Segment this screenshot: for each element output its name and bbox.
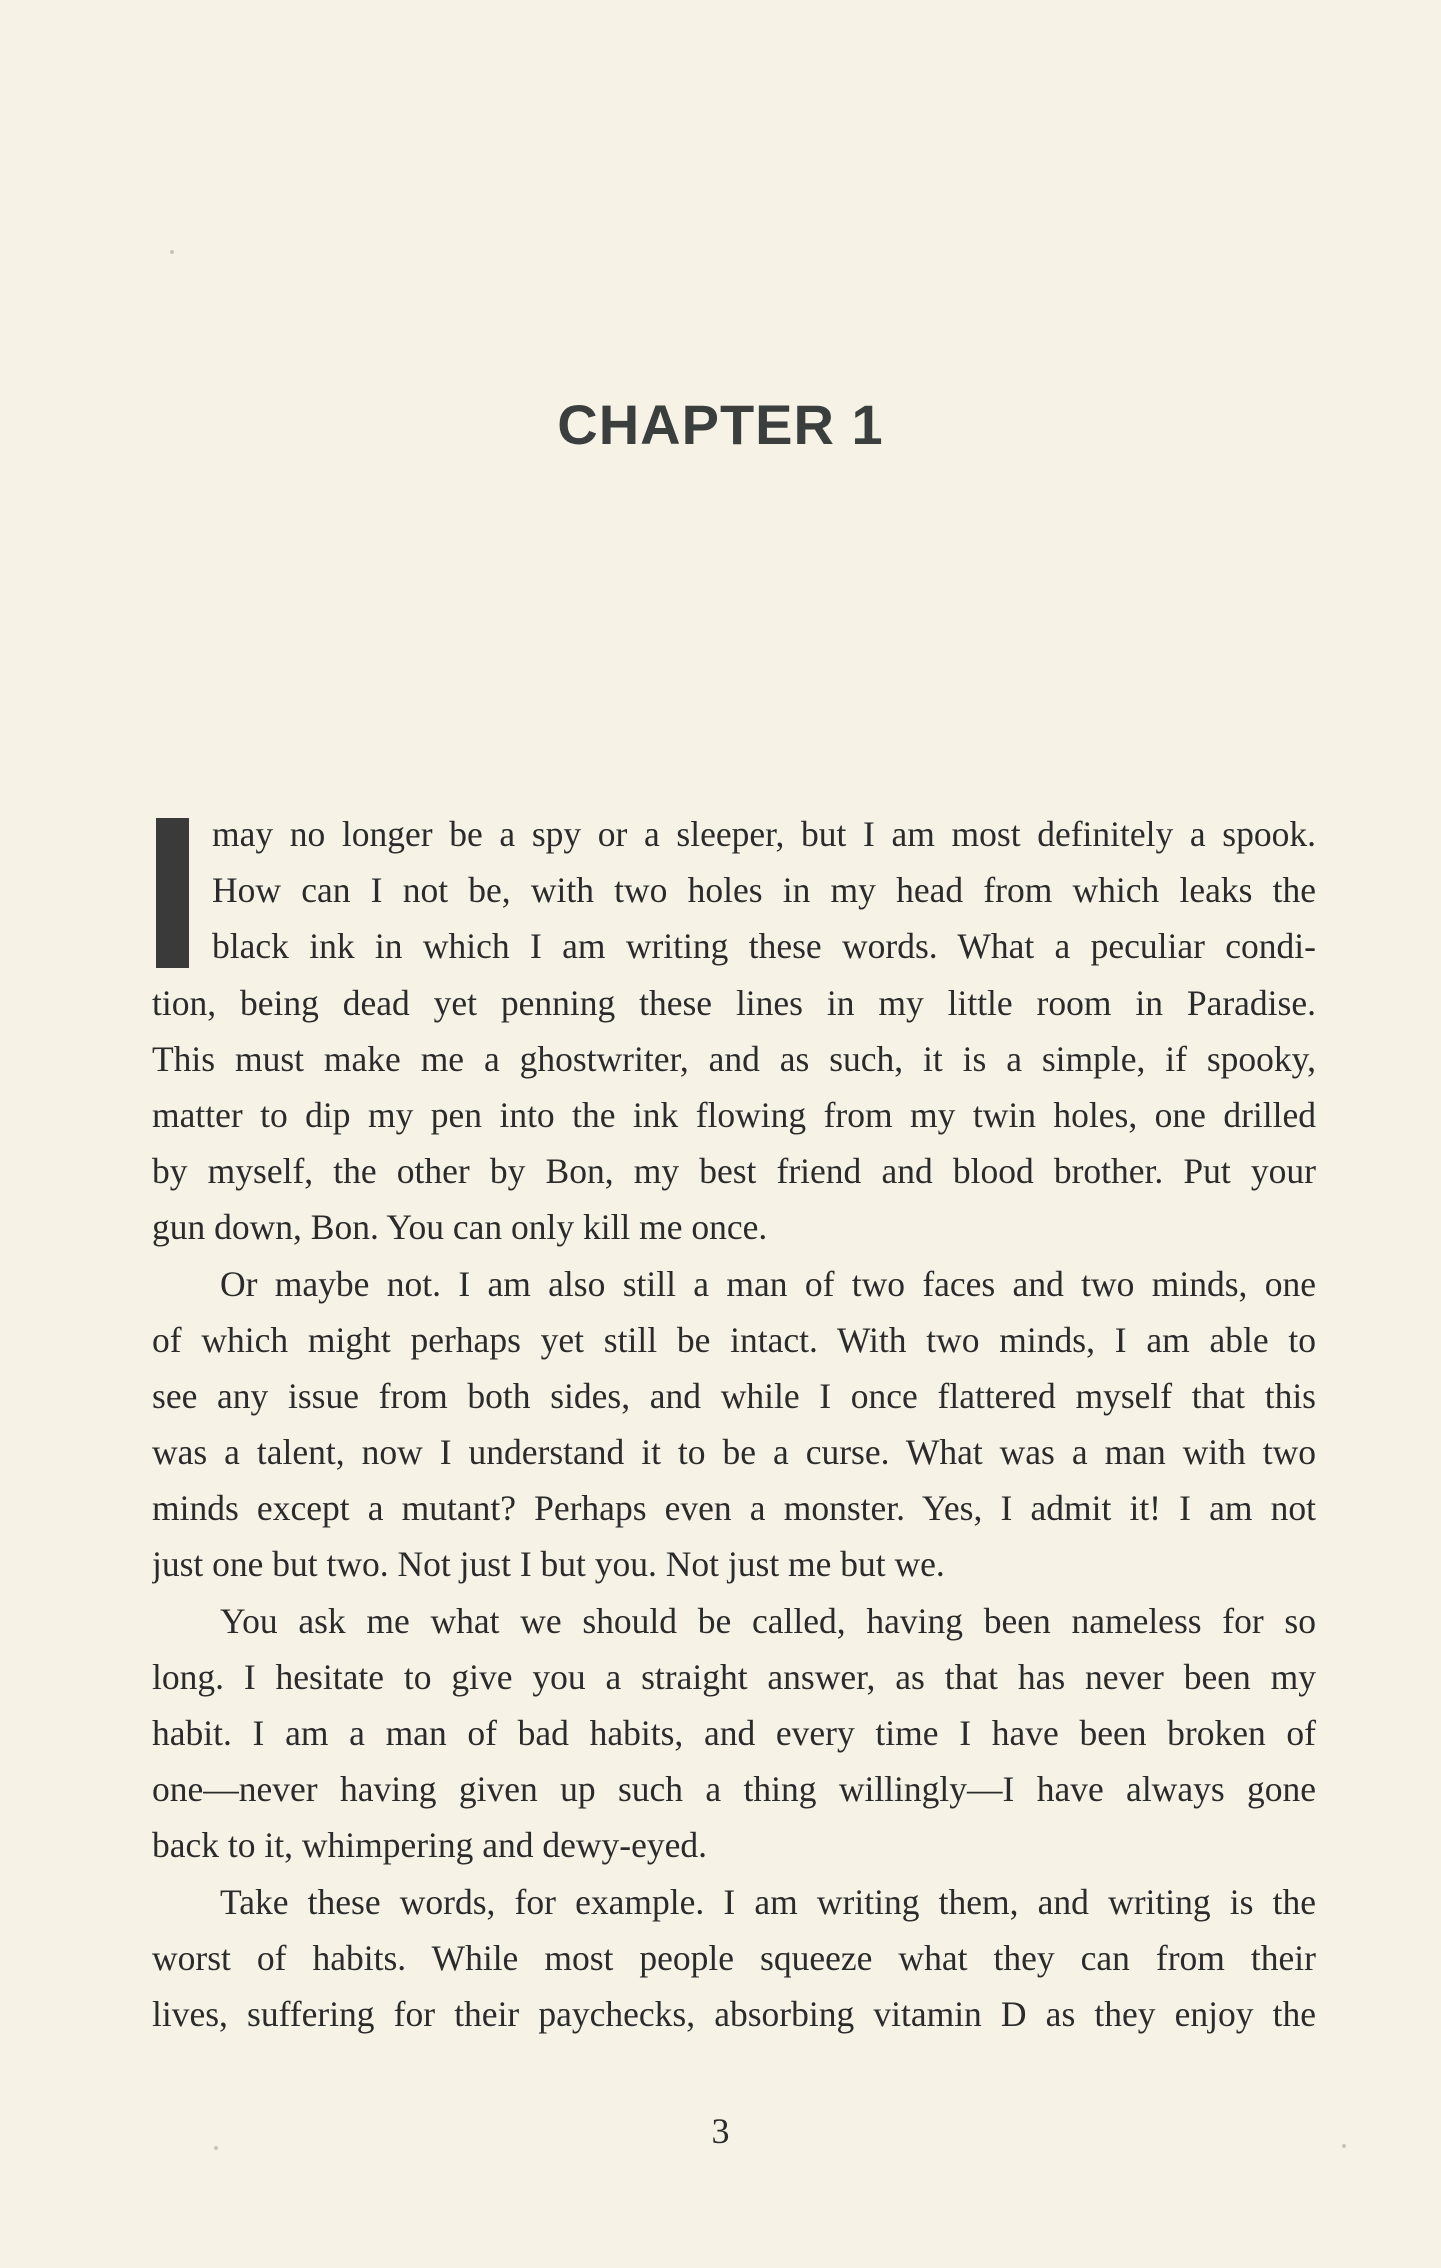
text-line: habit. I am a man of bad habits, and every time I have been broken of	[152, 1713, 1316, 1753]
text-line: was a talent, now I understand it to be a curse. What was a man with two	[152, 1432, 1316, 1473]
text-line: lives, suffering for their paychecks, absorbing vitamin D as they enjoy the	[152, 1993, 1316, 2034]
chapter-title: CHAPTER 1	[557, 393, 884, 456]
body-text	[152, 806, 1316, 2042]
text-line: of which might perhaps yet still be intact. With two minds, I am able to	[152, 1319, 1316, 1360]
text-line: Take these words, for example. I am writing them, and writing is the	[220, 1881, 1316, 1922]
text-line: by myself, the other by Bon, my best friend and blood brother. Put your	[152, 1151, 1316, 1192]
text-line: minds except a mutant? Perhaps even a monster. Yes, I admit it! I am not	[152, 1488, 1316, 1529]
page-number: 3	[711, 2111, 730, 2151]
text-line: may no longer be a spy or a sleeper, but I am most definitely a spook.	[212, 814, 1316, 854]
text-line: see any issue from both sides, and while I once flattered myself that this	[152, 1375, 1316, 1416]
text-line: just one but two. Not just I but you. Not just me but we.	[152, 1544, 945, 1585]
paper-speck	[1342, 2144, 1346, 2148]
text-line: gun down, Bon. You can only kill me once.	[152, 1207, 768, 1248]
text-line: You ask me what we should be called, having been nameless for so	[220, 1600, 1316, 1641]
text-line: tion, being dead yet penning these lines in my little room in Paradise.	[152, 982, 1316, 1023]
text-line: black ink in which I am writing these words. What a peculiar condi-	[212, 926, 1316, 967]
text-line: back to it, whimpering and dewy-eyed.	[152, 1825, 708, 1866]
paper-speck	[170, 250, 174, 254]
text-line: How can I not be, with two holes in my head from which leaks the	[212, 870, 1316, 911]
text-line: This must make me a ghostwriter, and as such, it is a simple, if spooky,	[152, 1038, 1316, 1079]
text-line: matter to dip my pen into the ink flowing from my twin holes, one drilled	[152, 1094, 1316, 1135]
text-line: one—never having given up such a thing willingly—I have always gone	[152, 1769, 1316, 1810]
paper-speck	[214, 2146, 218, 2150]
text-line: worst of habits. While most people squeeze what they can from their	[152, 1937, 1316, 1978]
text-line: Or maybe not. I am also still a man of two faces and two minds, one	[220, 1263, 1316, 1304]
text-line: long. I hesitate to give you a straight answer, as that has never been my	[152, 1656, 1316, 1697]
